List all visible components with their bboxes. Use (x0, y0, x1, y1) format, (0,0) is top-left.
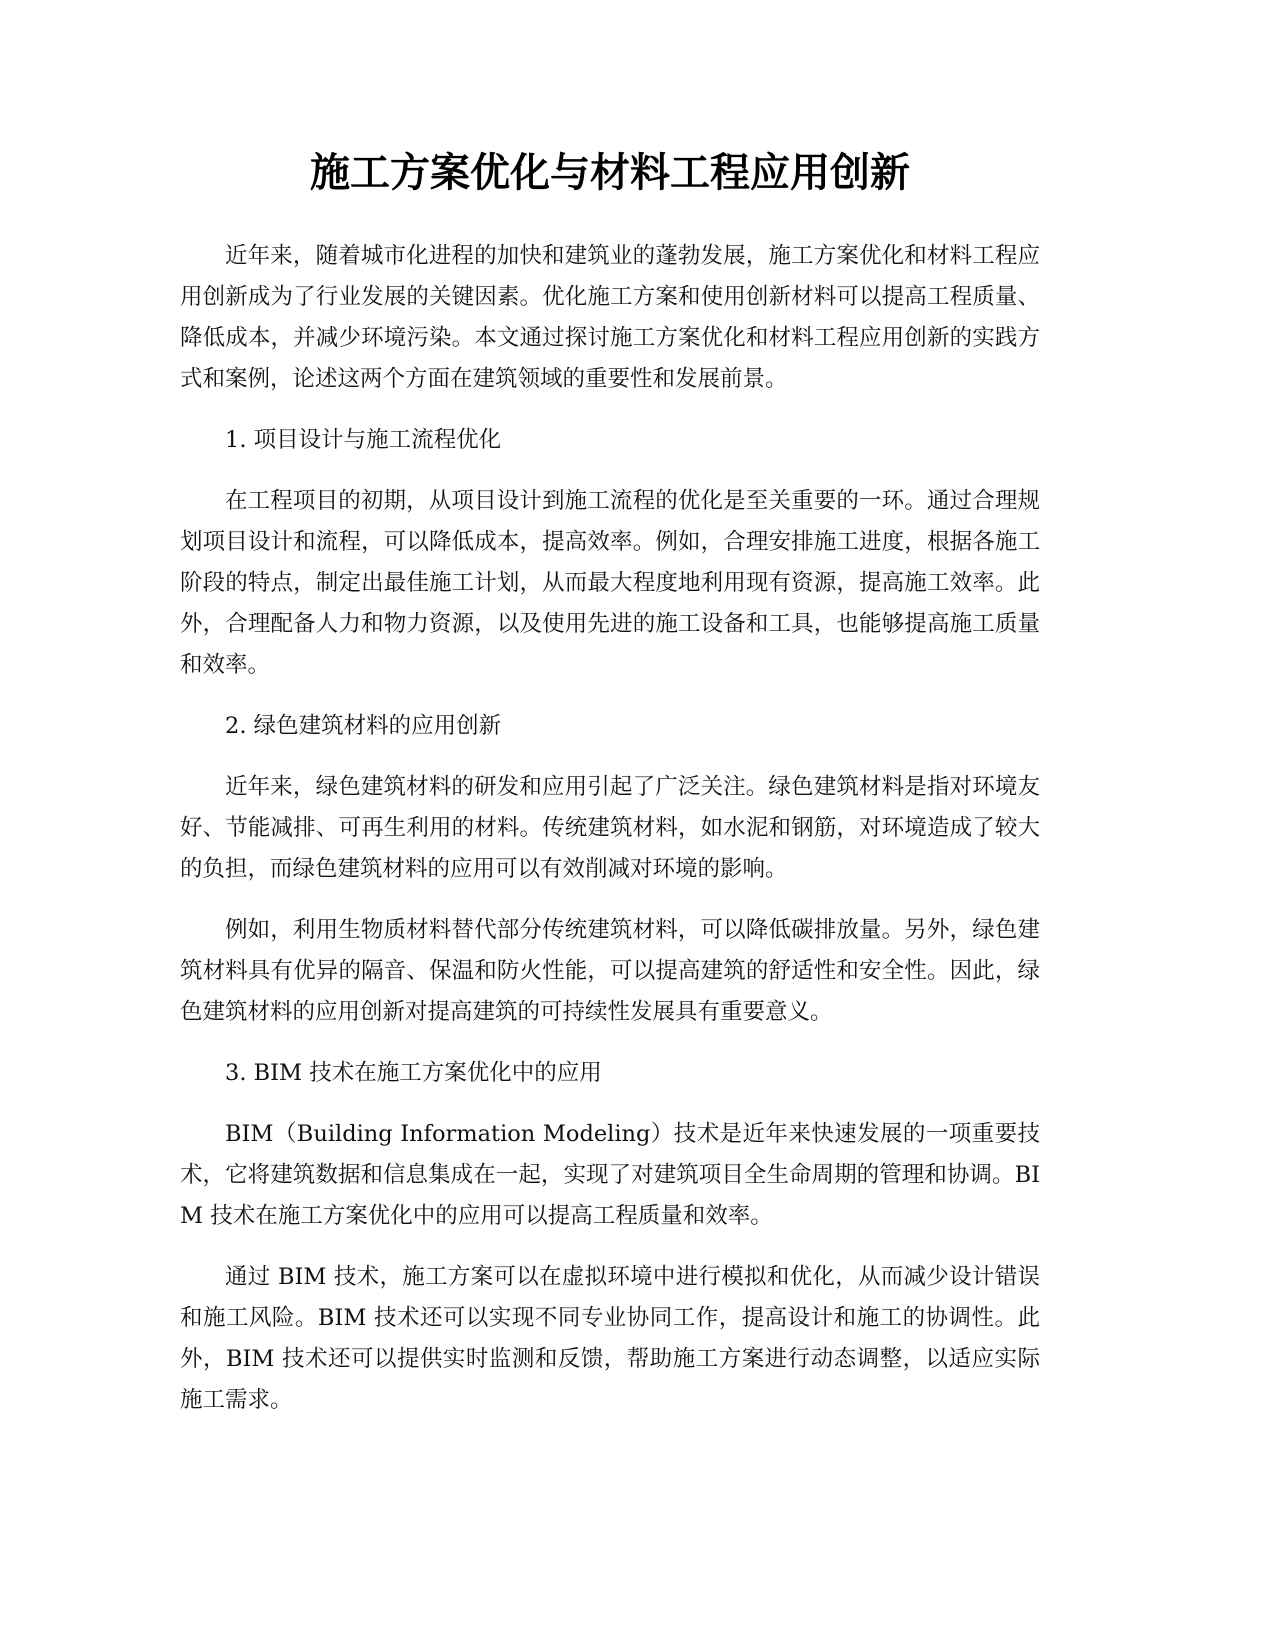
section-heading-2: 2. 绿色建筑材料的应用创新 (225, 713, 502, 739)
document-title: 施工方案优化与材料工程应用创新 (310, 150, 910, 196)
section-3-paragraph-2: 通过 BIM 技术，施工方案可以在虚拟环境中进行模拟和优化，从而减少设计错误和施工风险。BIM 技术还可以实现不同专业协同工作，提高设计和施工的协调性。此外，BIM 技术还可以提供实时监测和反馈，帮助施工方案进行动态调整，以适应实际施工需求。 (180, 1264, 1040, 1413)
section-3-paragraph-1: BIM（Building Information Modeling）技术是近年来快速发展的一项重要技术，它将建筑数据和信息集成在一起，实现了对建筑项目全生命周期的管理和协调。BIM 技术在施工方案优化中的应用可以提高工程质量和效率。 (180, 1121, 1040, 1229)
intro-paragraph: 近年来，随着城市化进程的加快和建筑业的蓬勃发展，施工方案优化和材料工程应用创新成为了行业发展的关键因素。优化施工方案和使用创新材料可以提高工程质量、降低成本，并减少环境污染。本文通过探讨施工方案优化和材料工程应用创新的实践方式和案例，论述这两个方面在建筑领域的重要性和发展前景。 (180, 243, 1040, 392)
section-heading-3: 3. BIM 技术在施工方案优化中的应用 (225, 1060, 602, 1086)
section-2-paragraph-1: 近年来，绿色建筑材料的研发和应用引起了广泛关注。绿色建筑材料是指对环境友好、节能减排、可再生利用的材料。传统建筑材料，如水泥和钢筋，对环境造成了较大的负担，而绿色建筑材料的应用可以有效削减对环境的影响。 (180, 774, 1040, 882)
section-1-paragraph: 在工程项目的初期，从项目设计到施工流程的优化是至关重要的一环。通过合理规划项目设计和流程，可以降低成本，提高效率。例如，合理安排施工进度，根据各施工阶段的特点，制定出最佳施工计划，从而最大程度地利用现有资源，提高施工效率。此外，合理配备人力和物力资源，以及使用先进的施工设备和工具，也能够提高施工质量和效率。 (180, 488, 1040, 678)
section-heading-1: 1. 项目设计与施工流程优化 (225, 427, 502, 453)
section-2-paragraph-2: 例如，利用生物质材料替代部分传统建筑材料，可以降低碳排放量。另外，绿色建筑材料具有优异的隔音、保温和防火性能，可以提高建筑的舒适性和安全性。因此，绿色建筑材料的应用创新对提高建筑的可持续性发展具有重要意义。 (180, 917, 1040, 1025)
document-page (180, 140, 1040, 1441)
